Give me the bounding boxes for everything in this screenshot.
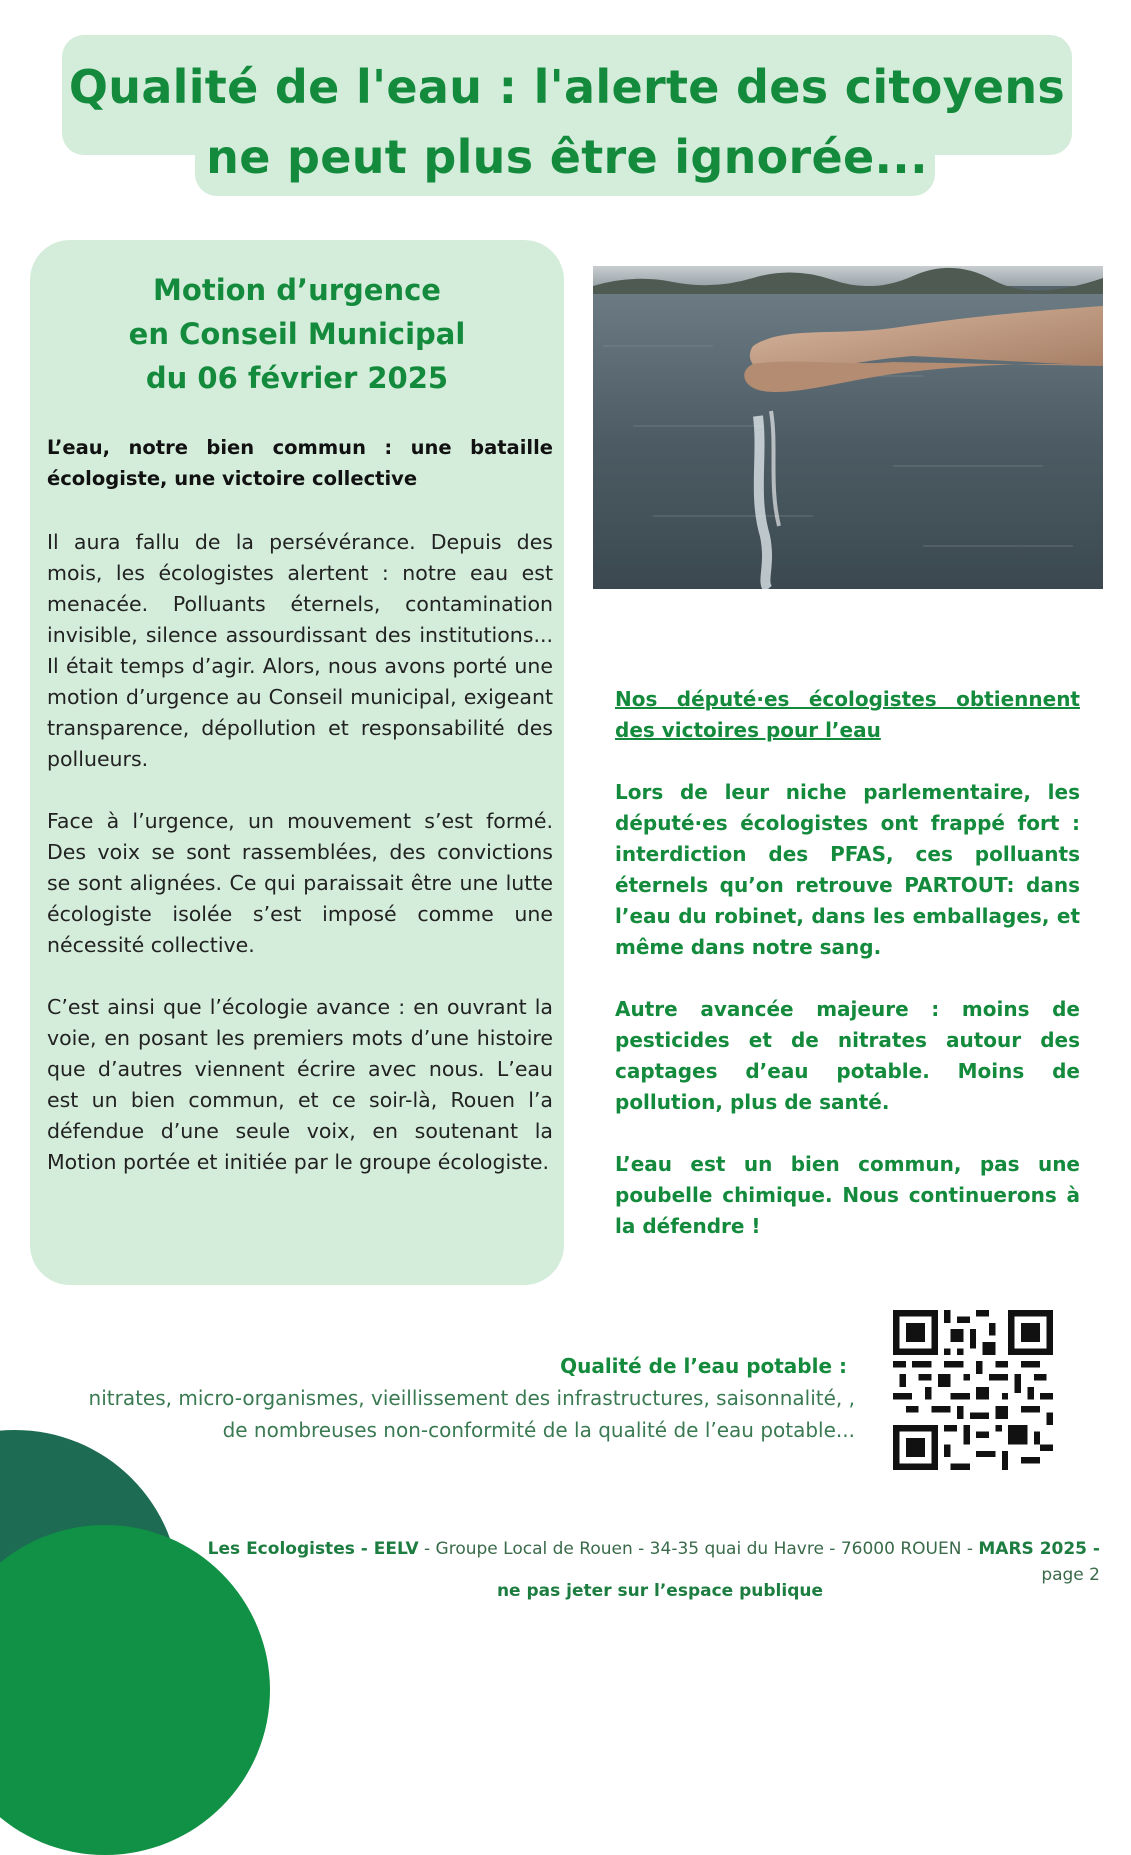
motion-heading-line-3: du 06 février 2025 [145, 361, 449, 395]
water-quality-line-1: nitrates, micro-organismes, vieillissement des infrastructures, saisonnalité, , [88, 1386, 855, 1410]
deputies-paragraph-1: Lors de leur niche parlementaire, les député·es écologistes ont frappé fort : interdiction des PFAS, ces polluants éternels qu’on retrouve PARTOUT: dans l’eau du robinet, dans les emballages, et même dans notre sang. [615, 780, 1080, 959]
qr-code[interactable] [893, 1310, 1053, 1470]
page-title [62, 52, 1072, 192]
motion-subheading: L’eau, notre bien commun : une bataille écologiste, une victoire collective [47, 436, 553, 490]
deputies-paragraph-3: L’eau est un bien commun, pas une poubelle chimique. Nous continuerons à la défendre ! [615, 1152, 1080, 1238]
motion-paragraph-1: Il aura fallu de la persévérance. Depuis des mois, les écologistes alertent : notre eau est menacée. Polluants éternels, contamination invisible, silence assourdissant des institutions... Il était temps d’agir. Alors, nous avons porté une motion d’urgence au Conseil municipal, exigeant transparence, dépollution et responsabilité des pollueurs. [47, 530, 553, 771]
motion-paragraph-2: Face à l’urgence, un mouvement s’est formé. Des voix se sont rassemblées, des convictions se sont alignées. Ce qui paraissait être une lutte écologiste isolée s’est imposé comme une nécessité collective. [47, 809, 553, 957]
water-hands-photo [593, 266, 1103, 589]
water-quality-line-2: de nombreuses non-conformité de la qualité de l’eau potable... [222, 1418, 855, 1442]
footer-date: MARS 2025 - [978, 1539, 1100, 1559]
water-quality-note [40, 1350, 855, 1446]
motion-heading-line-2: en Conseil Municipal [128, 317, 466, 351]
motion-paragraph-3: C’est ainsi que l’écologie avance : en ouvrant la voie, en posant les premiers mots d’une histoire que d’autres viennent écrire avec nous. L’eau est un bien commun, et ce soir-là, Rouen l’a défendue d’une seule voix, en soutenant la Motion portée et initiée par le groupe écologiste. [47, 995, 553, 1174]
deputies-paragraph-2: Autre avancée majeure : moins de pesticides et de nitrates autour des captages d’eau potable. Moins de pollution, plus de santé. [615, 997, 1080, 1114]
water-hands-illustration [593, 266, 1103, 589]
page-title-line-2: ne peut plus être ignorée... [206, 130, 928, 184]
footer-address: - Groupe Local de Rouen - 34-35 quai du Havre - 76000 ROUEN - [418, 1539, 979, 1559]
page-title-line-1: Qualité de l'eau : l'alerte des citoyens [68, 60, 1066, 114]
motion-body [47, 527, 553, 1209]
deputies-section [615, 684, 1080, 1273]
footer-page: page 2 [1041, 1565, 1100, 1585]
motion-heading-line-1: Motion d’urgence [153, 273, 441, 307]
water-quality-title: Qualité de l’eau potable : [560, 1354, 847, 1378]
footer-org: Les Ecologistes - EELV [207, 1539, 419, 1559]
motion-heading [30, 268, 564, 400]
footer-note: ne pas jeter sur l’espace publique [496, 1581, 824, 1601]
deputies-link[interactable]: Nos député·es écologistes obtiennent des victoires pour l’eau [615, 687, 1080, 742]
